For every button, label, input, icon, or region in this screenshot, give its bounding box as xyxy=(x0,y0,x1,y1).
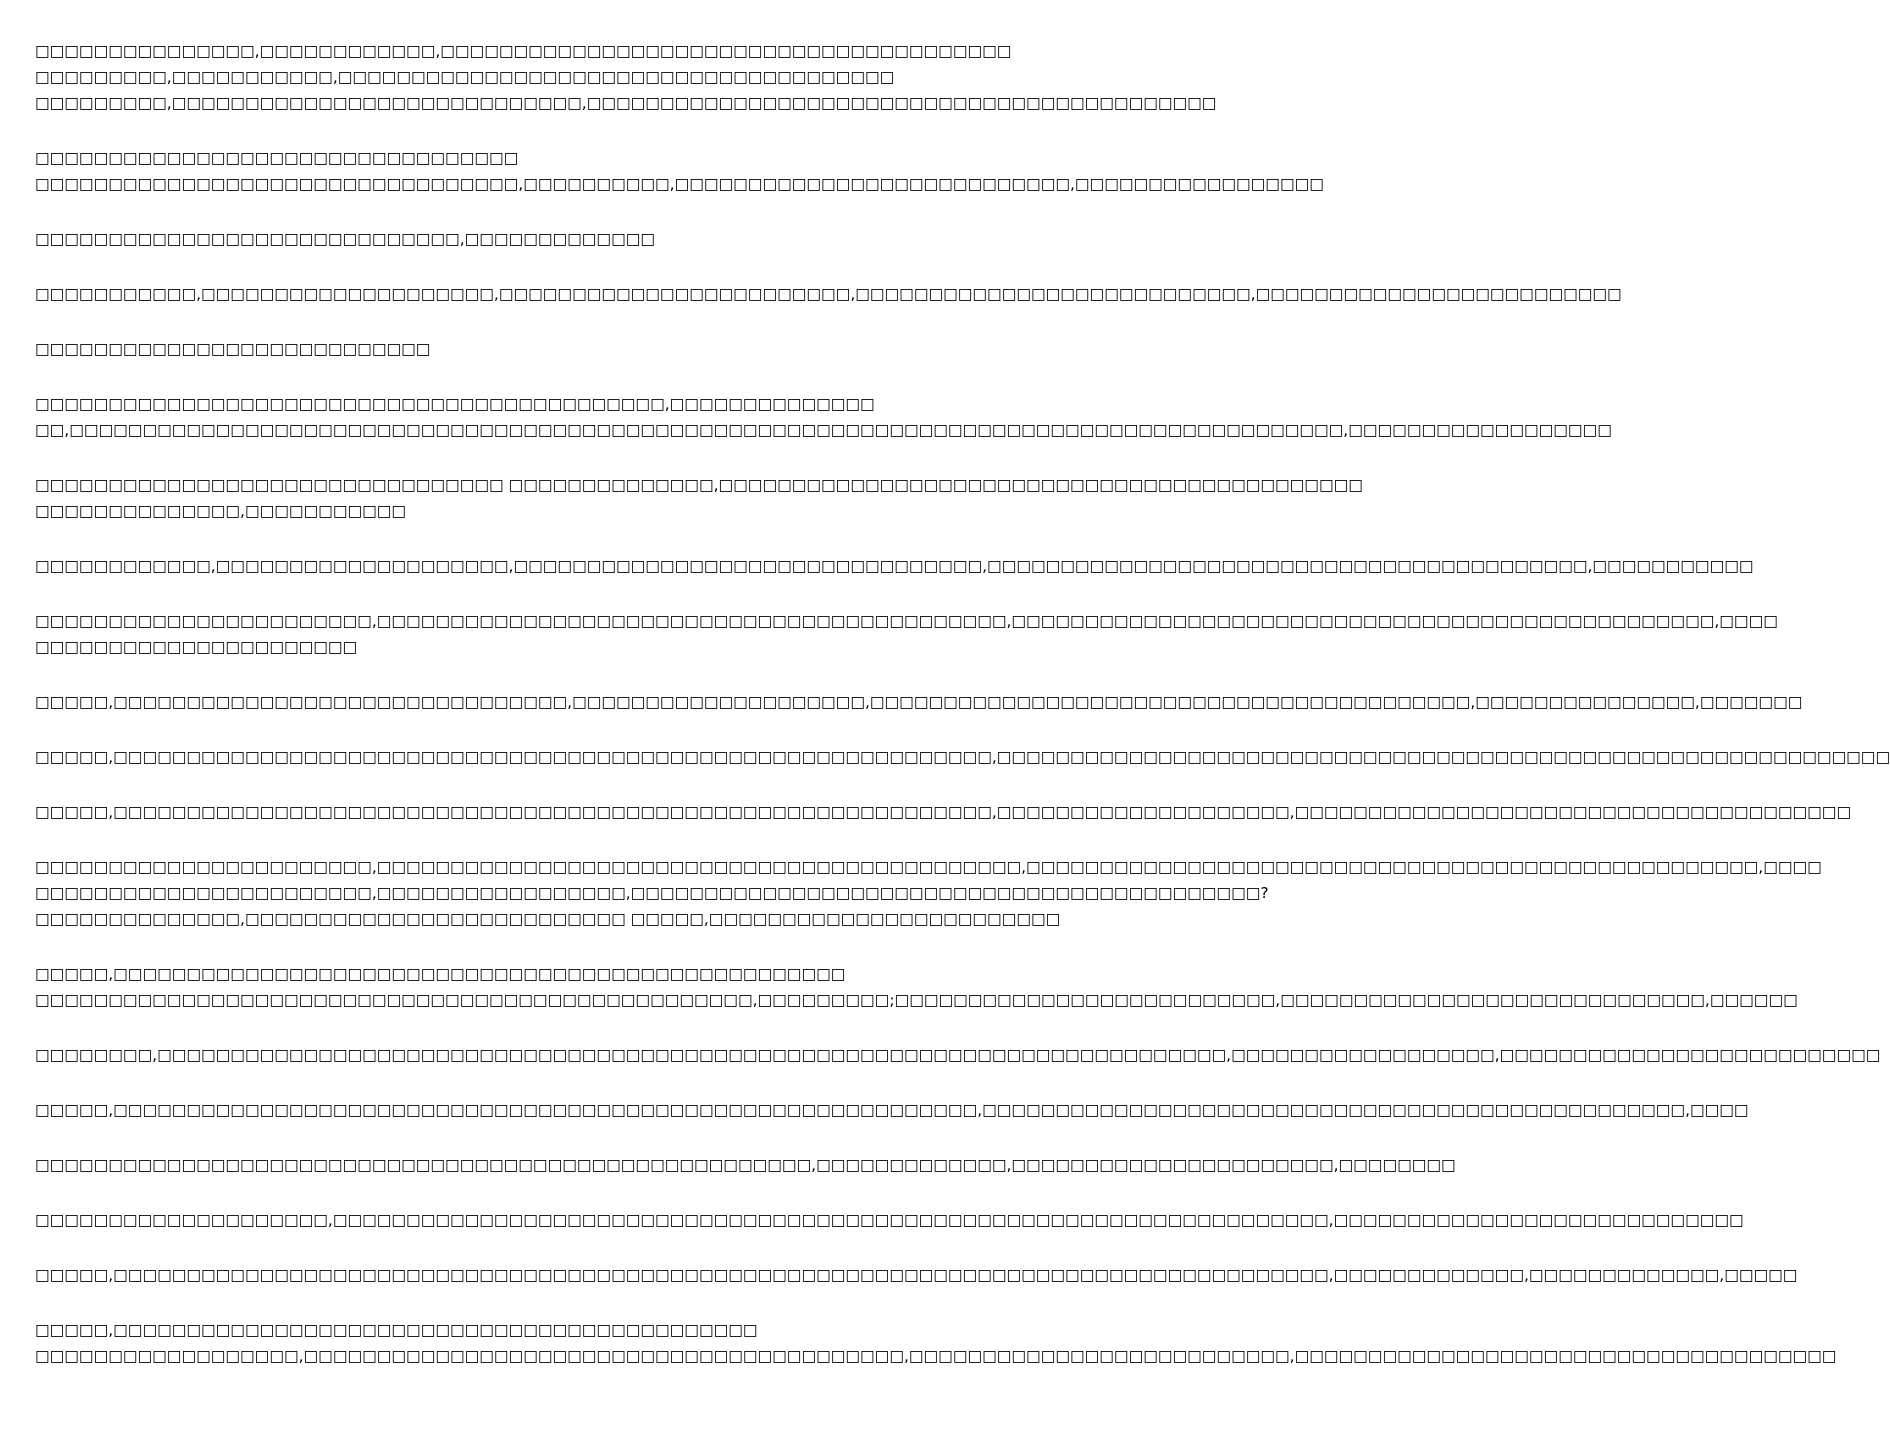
paragraph xyxy=(35,1207,1744,1233)
text-line: □□□□□□□□□□□□□□□□□□□□□□□□□□□□□□□□□□□□□□□□□□□□□□□□□,□□□□□□□□□;□□□□□□□□□□□□□□□□□□□□□□□□□□,□□□□□□□□□□□□□□□□□□□□□□□□□□□□□,□□□□□□ xyxy=(35,991,1798,1009)
text-line: □□□□□□□□□□□□□□□□□□□□□□□,□□□□□□□□□□□□□□□□□□□□□□□□□□□□□□□□□□□□□□□□□□□,□□□□□□□□□□□□□□□□□□□□□□□□□□□□□□□□□□□□□□□□□□□□□□□□,□□□□ xyxy=(35,612,1778,630)
text-line: □□□□□,□□□□□□□□□□□□□□□□□□□□□□□□□□□□□□□,□□□□□□□□□□□□□□□□□□□□,□□□□□□□□□□□□□□□□□□□□□□□□□□□□□□□□□□□□□□□□□,□□□□□□□□□□□□□□□,□□□□□□□ xyxy=(35,693,1803,711)
paragraph xyxy=(35,689,1803,715)
paragraph xyxy=(35,1042,1881,1068)
text-line: □□□□□□□□□□□□□□□□□□□□□□□,□□□□□□□□□□□□□□□□□□□□□□□□□□□□□□□□□□□□□□□□□□□□,□□□□□□□□□□□□□□□□□□□□□□□□□□□□□□□□□□□□□□□□□□□□□□□□□□,□□□□ xyxy=(35,858,1822,876)
text-line: □□□□□□□□□□□□□□□□□□□□□□□,□□□□□□□□□□□□□□□□□,□□□□□□□□□□□□□□□□□□□□□□□□□□□□□□□□□□□□□□□□□□□? xyxy=(35,884,1269,902)
text-line: □□□□□,□□□□□□□□□□□□□□□□□□□□□□□□□□□□□□□□□□□□□□□□□□□□□□□□□□□□□□□□□□□□,□□□□□□□□□□□□□□□□□□□□,□□□□□□□□□□□□□□□□□□□□□□□□□□□□□□□□□□□□□□ xyxy=(35,803,1852,821)
text-line: □□,□□□□□□□□□□□□□□□□□□□□□□□□□□□□□□□□□□□□□□□□□□□□□□□□□□□□□□□□□□□□□□□□□□□□□□□□□□□□□□□□□□□□□□□,□□□□□□□□□□□□□□□□□□ xyxy=(35,421,1612,439)
paragraph xyxy=(35,472,1363,524)
text-line: □□□□□,□□□□□□□□□□□□□□□□□□□□□□□□□□□□□□□□□□□□□□□□□□□□□□□□□□ xyxy=(35,965,846,983)
text-line: □□□□□□□□□□□□□□□□□□□□□□□□□□□□□□□□□ xyxy=(35,149,519,167)
paragraph xyxy=(35,799,1852,825)
text-line: □□□□□□□□□□□□□□,□□□□□□□□□□□□□□□□□□□□□□□□□□ □□□□□,□□□□□□□□□□□□□□□□□□□□□□□□ xyxy=(35,910,1061,928)
text-line: □□□□□,□□□□□□□□□□□□□□□□□□□□□□□□□□□□□□□□□□□□□□□□□□□□ xyxy=(35,1321,758,1339)
text-line: □□□□□,□□□□□□□□□□□□□□□□□□□□□□□□□□□□□□□□□□□□□□□□□□□□□□□□□□□□□□□□□□□□,□□□□□□□□□□□□□□□□□□□□□□□□□□□□□□□□□□□□□□□□□□□□□□□□□□□□□□□□□□□□□ xyxy=(35,748,1890,766)
text-line: □□□□□□□□□,□□□□□□□□□□□,□□□□□□□□□□□□□□□□□□□□□□□□□□□□□□□□□□□□□□ xyxy=(35,68,895,86)
text-line: □□□□□□□□□□□□□□□□□□□□□□□□□□□□□□□□□□□□□□□□□□□,□□□□□□□□□□□□□□ xyxy=(35,395,875,413)
text-line: □□□□□□□□□□□□□□□□□□□□□□□□□□□ xyxy=(35,340,431,358)
paragraph xyxy=(35,336,990,362)
text-line: □□□□□□□□□□□□□□□□□□□□□□□□□□□□□,□□□□□□□□□□□□□ xyxy=(35,230,656,248)
paragraph xyxy=(35,854,1822,932)
paragraph xyxy=(35,1097,1749,1123)
text-line: □□□□□□□□□□□□□□□□□□□□□□□□□□□□□□□□□,□□□□□□□□□□,□□□□□□□□□□□□□□□□□□□□□□□□□□□,□□□□□□□□□□□□□□□□□ xyxy=(35,175,1324,193)
paragraph xyxy=(35,744,1890,770)
paragraph xyxy=(35,281,1622,307)
text-line: □□□□□□□□□□□□□□□□□□□□□□ xyxy=(35,638,358,656)
text-line: □□□□□,□□□□□□□□□□□□□□□□□□□□□□□□□□□□□□□□□□□□□□□□□□□□□□□□□□□□□□□□□□□,□□□□□□□□□□□□□□□□□□□□□□□□□□□□□□□□□□□□□□□□□□□□□□□□,□□□□ xyxy=(35,1101,1749,1119)
paragraph xyxy=(35,608,1778,660)
text-line: □□□□□□□□□□□□□□,□□□□□□□□□□□ xyxy=(35,502,407,520)
paragraph xyxy=(35,145,1324,197)
text-line: □□□□□□□□□□□□□□□□□□□□□□□□□□□□□□□□□□□□□□□□□□□□□□□□□□□□□,□□□□□□□□□□□□□,□□□□□□□□□□□□□□□□□□□□□□,□□□□□□□□ xyxy=(35,1156,1456,1174)
text-line: □□□□□□□□□,□□□□□□□□□□□□□□□□□□□□□□□□□□□□,□□□□□□□□□□□□□□□□□□□□□□□□□□□□□□□□□□□□□□□□□□□ xyxy=(35,94,1217,112)
paragraph xyxy=(35,391,1612,443)
text-line: □□□□□□□□□□□□,□□□□□□□□□□□□□□□□□□□□,□□□□□□□□□□□□□□□□□□□□□□□□□□□□□□□□,□□□□□□□□□□□□□□□□□□□□□□□□□□□□□□□□□□□□□□□□□,□□□□□□□□□□□ xyxy=(35,557,1754,575)
text-line: □□□□□□□□□□□□□□□□□□,□□□□□□□□□□□□□□□□□□□□□□□□□□□□□□□□□□□□□□□□□,□□□□□□□□□□□□□□□□□□□□□□□□□□,□□□□□□□□□□□□□□□□□□□□□□□□□□□□□□□□□□□□□ xyxy=(35,1347,1837,1365)
document-body xyxy=(35,38,1890,1398)
paragraph xyxy=(35,1317,1837,1369)
text-line: □□□□□□□□□□□□□□□□□□□□□□□□□□□□□□□□ □□□□□□□□□□□□□□,□□□□□□□□□□□□□□□□□□□□□□□□□□□□□□□□□□□□□□□□□□□□ xyxy=(35,476,1363,494)
text-line: □□□□□□□□□□□,□□□□□□□□□□□□□□□□□□□□,□□□□□□□□□□□□□□□□□□□□□□□□,□□□□□□□□□□□□□□□□□□□□□□□□□□□,□□□□□□□□□□□□□□□□□□□□□□□□□ xyxy=(35,285,1622,303)
paragraph xyxy=(35,961,1798,1013)
paragraph xyxy=(35,1152,1456,1178)
paragraph xyxy=(35,226,990,252)
text-line: □□□□□,□□□□□□□□□□□□□□□□□□□□□□□□□□□□□□□□□□□□□□□□□□□□□□□□□□□□□□□□□□□□□□□□□□□□□□□□□□□□□□□□□□□,□□□□□□□□□□□□□,□□□□□□□□□□□□□,□□□□□ xyxy=(35,1266,1798,1284)
text-line: □□□□□□□□□□□□□□□,□□□□□□□□□□□□,□□□□□□□□□□□□□□□□□□□□□□□□□□□□□□□□□□□□□□□ xyxy=(35,42,1012,60)
paragraph xyxy=(35,553,1754,579)
text-line: □□□□□□□□,□□□□□□□□□□□□□□□□□□□□□□□□□□□□□□□□□□□□□□□□□□□□□□□□□□□□□□□□□□□□□□□□□□□□□□□□□,□□□□□□□□□□□□□□□□□□,□□□□□□□□□□□□□□□□□□□□□□□□□□ xyxy=(35,1046,1881,1064)
text-line: □□□□□□□□□□□□□□□□□□□□,□□□□□□□□□□□□□□□□□□□□□□□□□□□□□□□□□□□□□□□□□□□□□□□□□□□□□□□□□□□□□□□□□□□□,□□□□□□□□□□□□□□□□□□□□□□□□□□□□ xyxy=(35,1211,1744,1229)
paragraph xyxy=(35,1262,1798,1288)
paragraph xyxy=(35,38,1217,116)
